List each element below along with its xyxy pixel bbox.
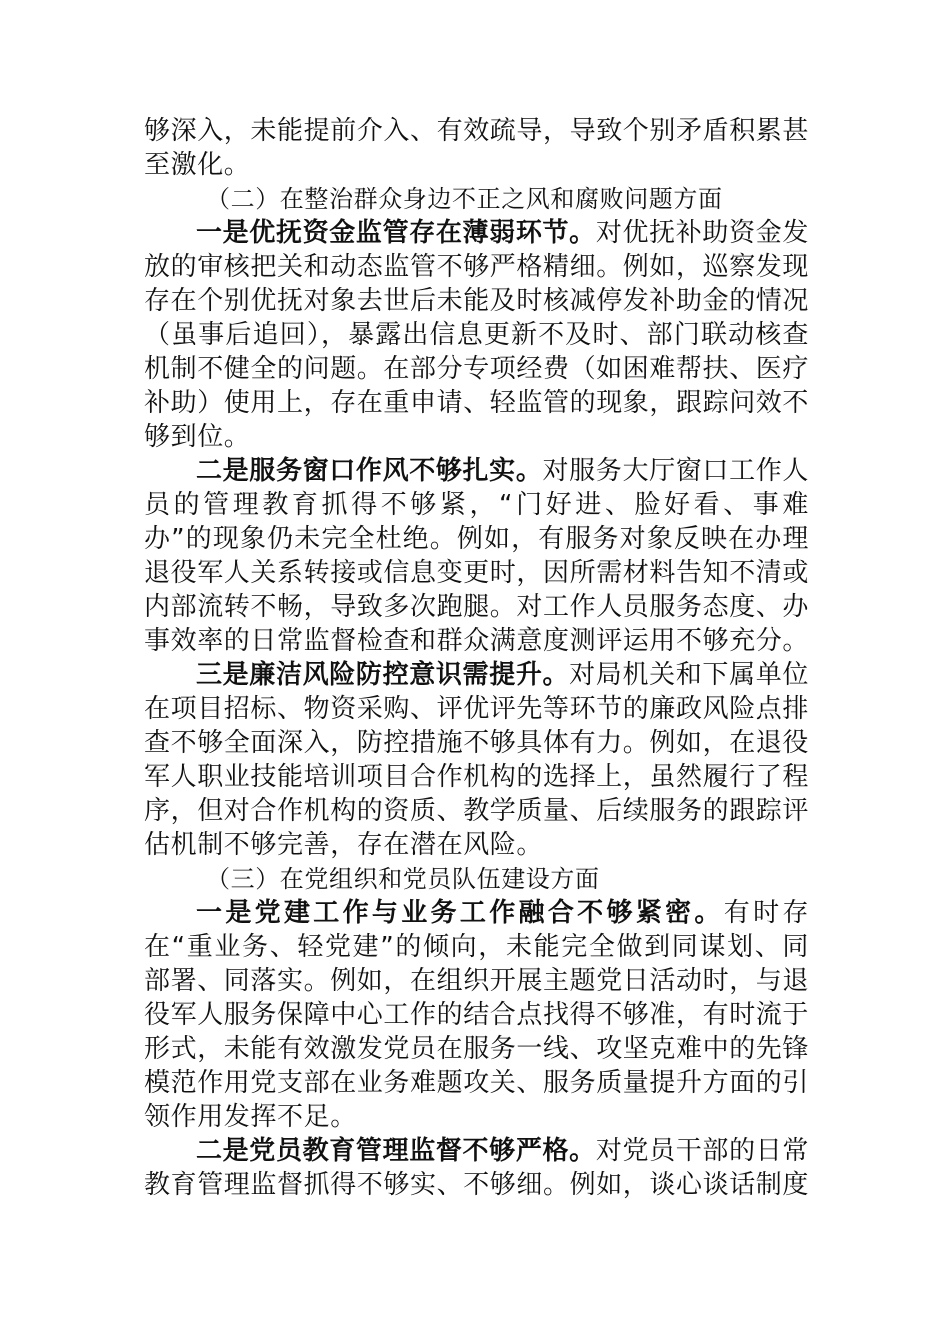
section-heading-2 (144, 182, 809, 216)
paragraph-text: 对优抚补助资金发放的审核把关和动态监管不够严格精细。例如，巡察发现存在个别优抚对象去世后未能及时核减停发补助金的情况（虽事后追回），暴露出信息更新不及时、部门联动核查机制不健全的问题。在部分专项经费（如困难帮扶、医疗补助）使用上，存在重申请、轻监管的现象，跟踪问效不够到位。 (144, 218, 810, 452)
paragraph-text: 对局机关和下属单位在项目招标、物资采购、评优评先等环节的廉政风险点排查不够全面深入，防控措施不够具体有力。例如，在退役军人职业技能培训项目合作机构的选择上，虽然履行了程序，但对合作机构的资质、教学质量、后续服务的跟踪评估机制不够完善，存在潜在风险。 (144, 660, 810, 860)
paragraph-item-2 (144, 454, 809, 658)
paragraph-item-3 (144, 658, 809, 862)
section-heading-text: （二）在整治群众身边不正之风和腐败问题方面 (206, 185, 723, 213)
paragraph-text: 够深入，未能提前介入、有效疏导，导致个别矛盾积累甚至激化。 (144, 116, 810, 180)
paragraph-continuation (144, 114, 809, 182)
paragraph-lead: 二是服务窗口作风不够扎实。 (196, 456, 543, 486)
paragraph-text: 对服务大厅窗口工作人员的管理教育抓得不够紧，“门好进、脸好看、事难办”的现象仍未完全杜绝。例如，有服务对象反映在办理退役军人关系转接或信息变更时，因所需材料告知不清或内部流转不畅，导致多次跑腿。对工作人员服务态度、办事效率的日常监督检查和群众满意度测评运用不够充分。 (144, 456, 810, 656)
paragraph-lead: 一是党建工作与业务工作融合不够紧密。 (196, 898, 724, 928)
paragraph-lead: 二是党员教育管理监督不够严格。 (196, 1136, 596, 1166)
paragraph-text: 有时存在“重业务、轻党建”的倾向，未能完全做到同谋划、同部署、同落实。例如，在组织开展主题党日活动时，与退役军人服务保障中心工作的结合点找得不够准，有时流于形式，未能有效激发党员在服务一线、攻坚克难中的先锋模范作用党支部在业务难题攻关、服务质量提升方面的引领作用发挥不足。 (144, 898, 810, 1132)
paragraph-item-5 (144, 1134, 809, 1202)
section-heading-3 (144, 862, 809, 896)
paragraph-item-4 (144, 896, 809, 1134)
paragraph-lead: 三是廉洁风险防控意识需提升。 (196, 660, 570, 690)
document-body (144, 114, 809, 1202)
paragraph-lead: 一是优抚资金监管存在薄弱环节。 (196, 218, 596, 248)
section-heading-text: （三）在党组织和党员队伍建设方面 (206, 865, 600, 893)
paragraph-text: 对党员干部的日常教育管理监督抓得不够实、不够细。例如，谈心谈话制度 (144, 1136, 810, 1200)
paragraph-item-1 (144, 216, 809, 454)
